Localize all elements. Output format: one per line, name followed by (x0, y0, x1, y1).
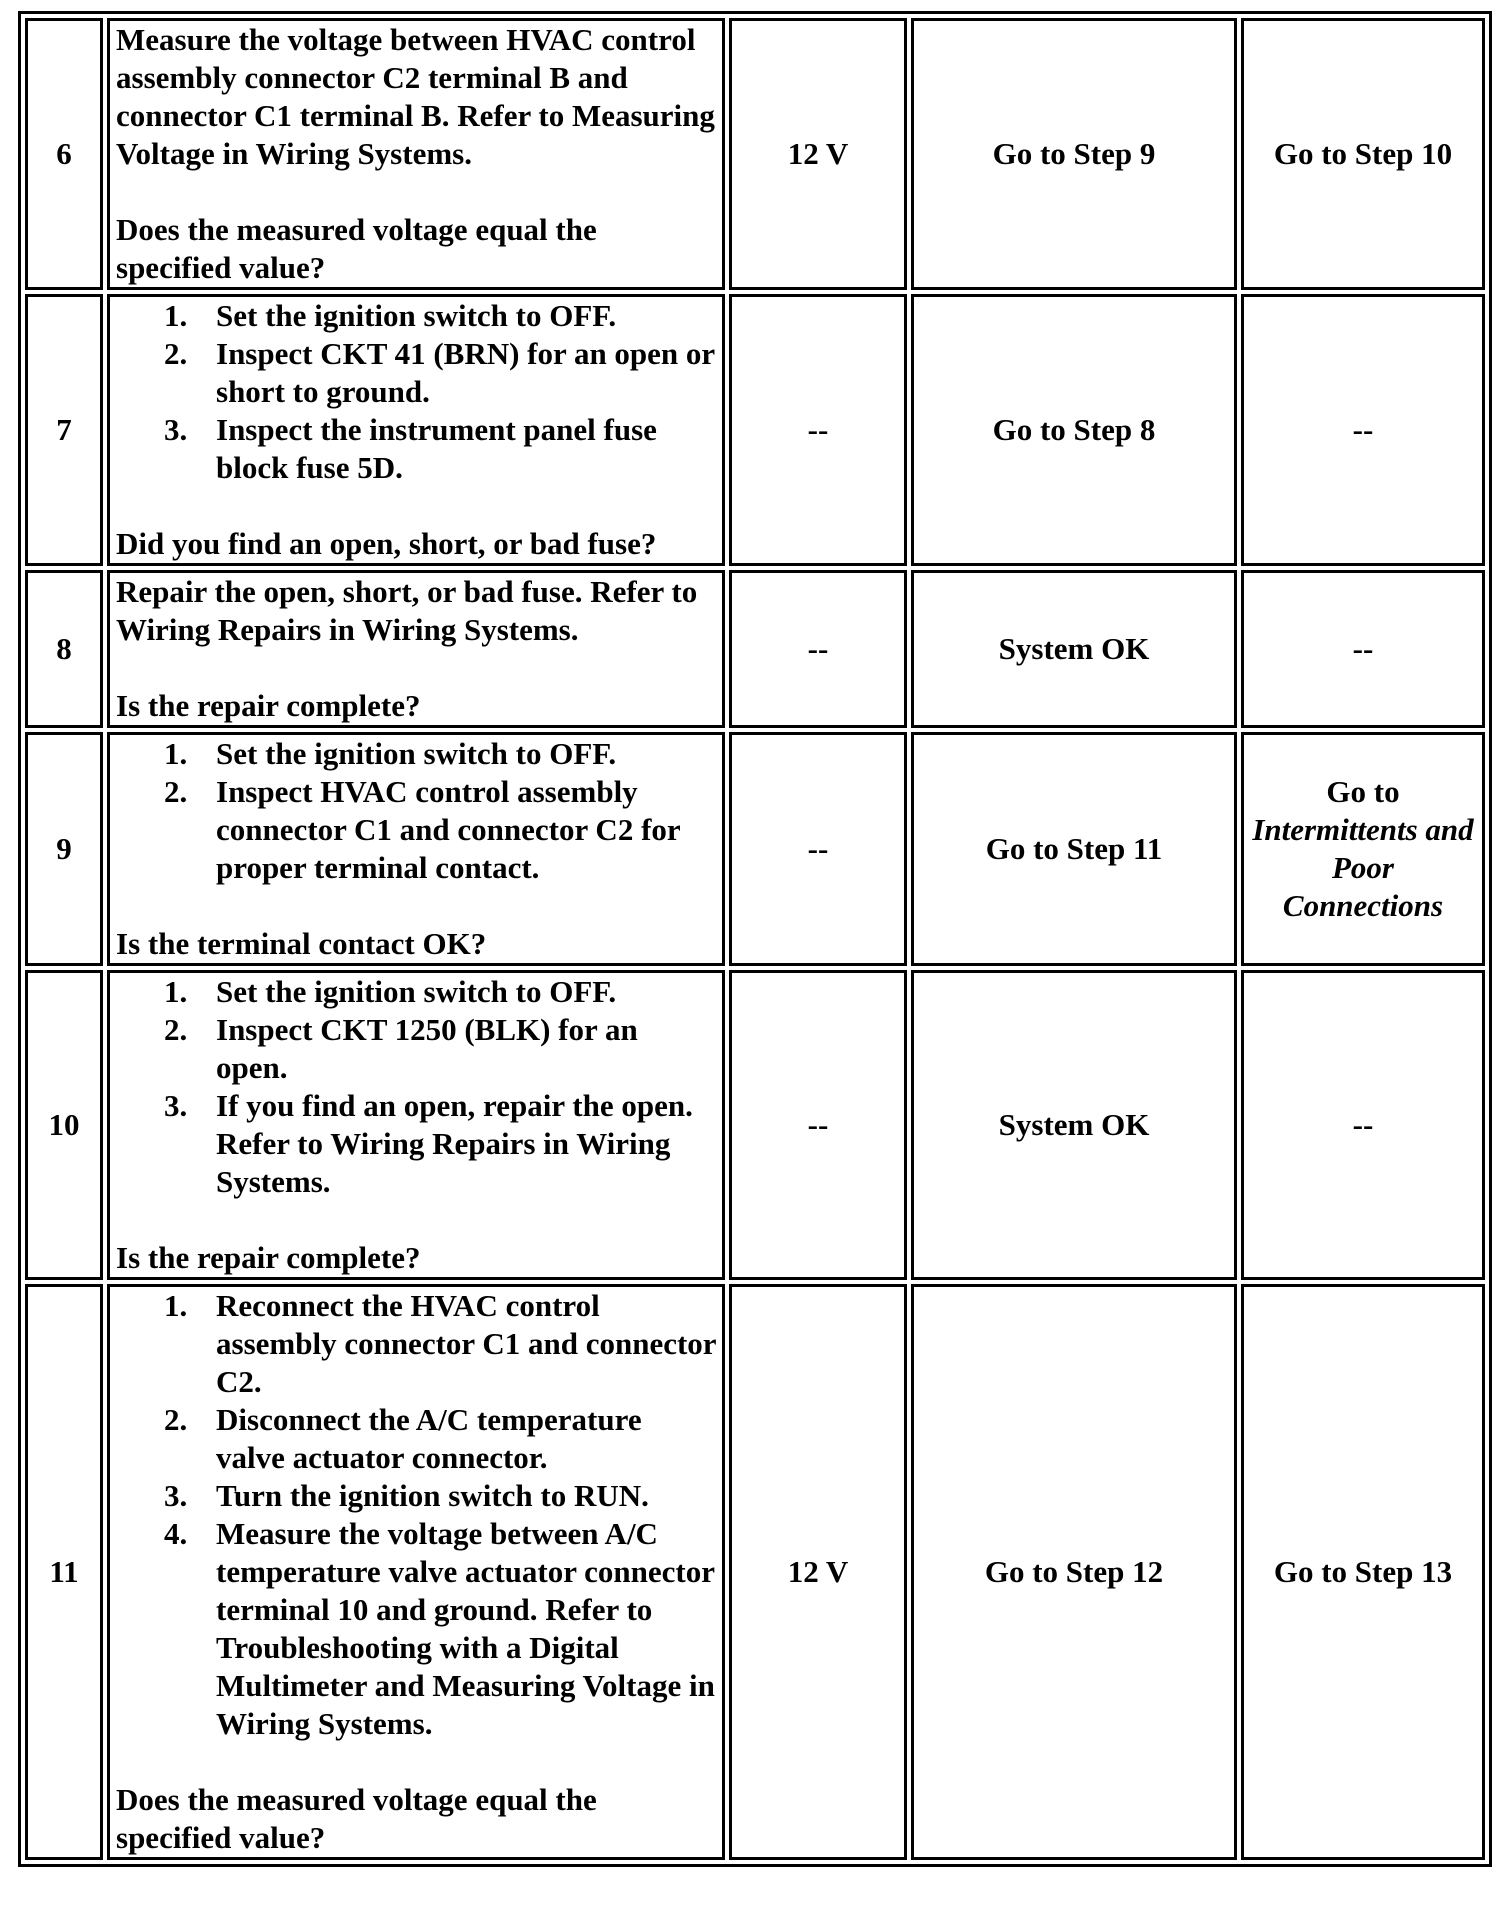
list-item-number: 3. (164, 1478, 188, 1513)
action-intro: Repair the open, short, or bad fuse. Refer to Wiring Repairs in Wiring Systems. (116, 574, 698, 647)
step-number: 10 (25, 970, 103, 1280)
list-item (116, 773, 716, 887)
step-number: 6 (25, 18, 103, 290)
action-cell (107, 1284, 725, 1860)
action-cell (107, 570, 725, 728)
list-item (116, 335, 716, 411)
list-item-number: 1. (164, 974, 188, 1009)
yes-cell: System OK (911, 970, 1237, 1280)
no-cell: Go to Step 10 (1241, 18, 1485, 290)
yes-cell: Go to Step 8 (911, 294, 1237, 566)
list-item-text: Set the ignition switch to OFF. (216, 736, 617, 771)
list-item-text: If you find an open, repair the open. Refer to Wiring Repairs in Wiring Systems. (216, 1088, 693, 1199)
table-row (25, 1284, 1485, 1860)
action-cell (107, 970, 725, 1280)
action-question: Is the repair complete? (116, 688, 421, 723)
list-item (116, 1477, 716, 1515)
no-cell (1241, 732, 1485, 966)
list-item-text: Inspect HVAC control assembly connector C1 and connector C2 for proper terminal contact. (216, 774, 681, 885)
list-item-text: Turn the ignition switch to RUN. (216, 1478, 649, 1513)
step-number: 7 (25, 294, 103, 566)
list-item-text: Inspect the instrument panel fuse block fuse 5D. (216, 412, 657, 485)
list-item-number: 1. (164, 1288, 188, 1323)
step-number: 8 (25, 570, 103, 728)
no-cell: -- (1241, 294, 1485, 566)
value-cell: -- (729, 970, 907, 1280)
action-question: Does the measured voltage equal the specified value? (116, 212, 597, 285)
list-item-number: 1. (164, 736, 188, 771)
list-item-text: Reconnect the HVAC control assembly connector C1 and connector C2. (216, 1288, 716, 1399)
action-question: Is the repair complete? (116, 1240, 421, 1275)
table-row (25, 732, 1485, 966)
value-cell: 12 V (729, 18, 907, 290)
action-steps (116, 297, 716, 487)
list-item (116, 297, 716, 335)
yes-cell: System OK (911, 570, 1237, 728)
list-item-text: Measure the voltage between A/C temperature valve actuator connector terminal 10 and ground. Refer to Troubleshooting with a Digital Multimeter and Measuring Voltage in Wiring Systems. (216, 1516, 715, 1741)
value-cell: -- (729, 732, 907, 966)
list-item-text: Inspect CKT 1250 (BLK) for an open. (216, 1012, 638, 1085)
step-number: 11 (25, 1284, 103, 1860)
action-cell (107, 294, 725, 566)
list-item (116, 411, 716, 487)
list-item-text: Set the ignition switch to OFF. (216, 974, 617, 1009)
step-number: 9 (25, 732, 103, 966)
list-item (116, 1515, 716, 1743)
action-question: Did you find an open, short, or bad fuse? (116, 526, 657, 561)
no-cell: Go to Step 13 (1241, 1284, 1485, 1860)
diagnostic-table (18, 11, 1492, 1867)
list-item-number: 3. (164, 1088, 188, 1123)
intermittents-link[interactable]: Intermittents and Poor Connections (1252, 812, 1474, 923)
table-row (25, 18, 1485, 290)
list-item-number: 4. (164, 1516, 188, 1551)
yes-cell: Go to Step 9 (911, 18, 1237, 290)
no-cell: -- (1241, 570, 1485, 728)
list-item (116, 973, 716, 1011)
table-row (25, 294, 1485, 566)
action-steps (116, 1287, 716, 1743)
list-item-text: Inspect CKT 41 (BRN) for an open or short to ground. (216, 336, 715, 409)
list-item-text: Set the ignition switch to OFF. (216, 298, 617, 333)
list-item (116, 1087, 716, 1201)
list-item (116, 1287, 716, 1401)
action-question: Does the measured voltage equal the specified value? (116, 1782, 597, 1855)
list-item-number: 2. (164, 1402, 188, 1437)
action-steps (116, 973, 716, 1201)
no-cell-prefix: Go to (1326, 774, 1400, 809)
list-item-text: Disconnect the A/C temperature valve actuator connector. (216, 1402, 642, 1475)
action-intro: Measure the voltage between HVAC control assembly connector C2 terminal B and connector C1 terminal B. Refer to Measuring Voltage in Wiring Systems. (116, 22, 715, 171)
list-item-number: 3. (164, 412, 188, 447)
list-item-number: 2. (164, 774, 188, 809)
table-row (25, 570, 1485, 728)
list-item-number: 2. (164, 336, 188, 371)
action-cell (107, 732, 725, 966)
list-item (116, 1401, 716, 1477)
list-item-number: 1. (164, 298, 188, 333)
yes-cell: Go to Step 12 (911, 1284, 1237, 1860)
action-cell (107, 18, 725, 290)
value-cell: -- (729, 570, 907, 728)
yes-cell: Go to Step 11 (911, 732, 1237, 966)
list-item (116, 735, 716, 773)
action-question: Is the terminal contact OK? (116, 926, 487, 961)
table-row (25, 970, 1485, 1280)
no-cell: -- (1241, 970, 1485, 1280)
value-cell: 12 V (729, 1284, 907, 1860)
value-cell: -- (729, 294, 907, 566)
action-steps (116, 735, 716, 887)
list-item-number: 2. (164, 1012, 188, 1047)
list-item (116, 1011, 716, 1087)
